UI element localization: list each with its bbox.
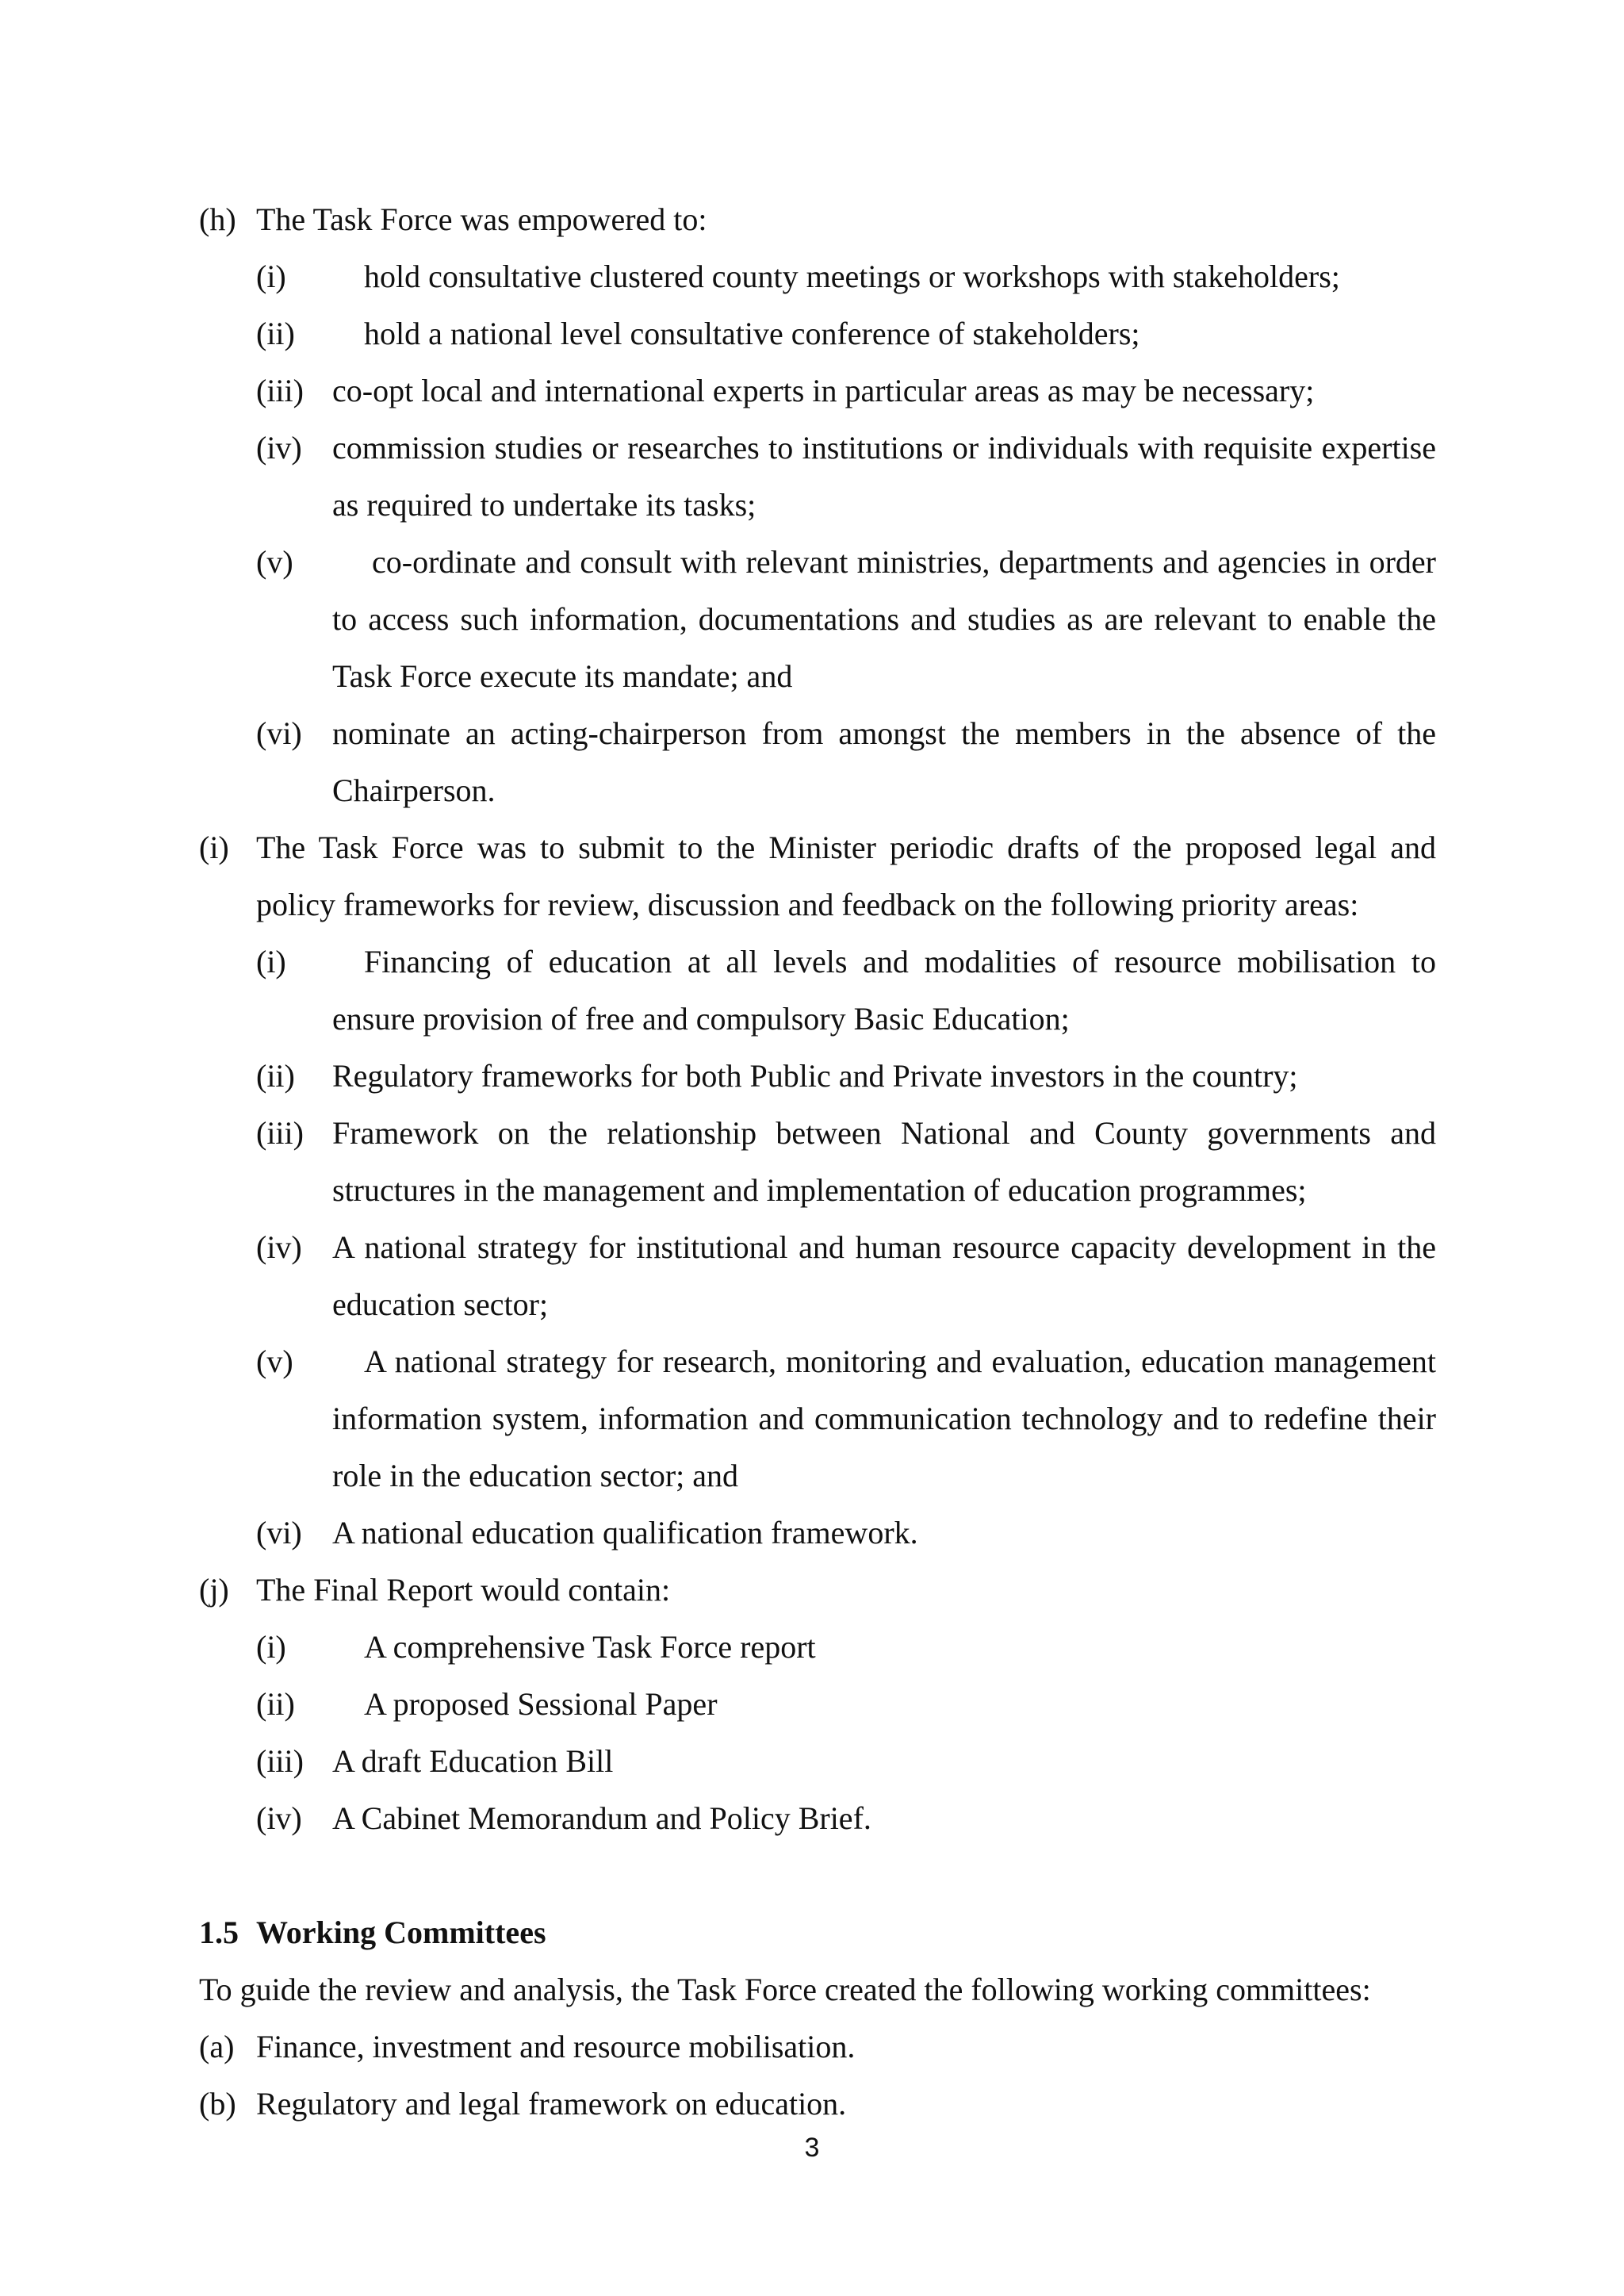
list-item-label: (iv) [256, 1800, 302, 1836]
page-number: 3 [804, 2133, 820, 2163]
list-item-label: (v) [256, 544, 293, 580]
section-h-item-iv [256, 420, 1436, 534]
list-item-text: Regulatory frameworks for both Public and Private investors in the country; [332, 1058, 1298, 1094]
section-j [199, 1562, 1436, 1619]
list-item-text: A national education qualification framework. [332, 1515, 918, 1550]
list-item-label: (iii) [256, 1743, 304, 1779]
list-item-text: co-opt local and international experts in particular areas as may be necessary; [332, 373, 1315, 408]
list-item-label: (v) [256, 1343, 293, 1379]
list-item-text: Regulatory and legal framework on education. [256, 2086, 847, 2122]
section-i-text: The Task Force was to submit to the Minister periodic drafts of the proposed legal and policy frameworks for review, discussion and feedback on the following priority areas: [256, 830, 1436, 922]
list-item-label: (i) [256, 944, 286, 979]
section-h-item-ii [256, 305, 1436, 362]
section-i-item-iii [256, 1105, 1436, 1219]
section-j-item-iv [256, 1790, 1436, 1847]
list-item-text: Finance, investment and resource mobilisation. [256, 2029, 856, 2064]
list-item-text: nominate an acting-chairperson from amongst the members in the absence of the Chairperson. [332, 715, 1436, 808]
list-item-label: (iv) [256, 430, 302, 466]
list-item-text: co-ordinate and consult with relevant ministries, departments and agencies in order to access such information, documentations and studies as are relevant to enable the Task Force execute its mandate; and [332, 544, 1436, 694]
section-i-item-ii [256, 1048, 1436, 1105]
section-h-item-iii [256, 362, 1436, 420]
section-j-item-i [256, 1619, 1436, 1676]
list-item-text: A national strategy for research, monitoring and evaluation, education management information system, information and communication technology and to redefine their role in the education sector; and [332, 1343, 1436, 1493]
list-item-text: A draft Education Bill [332, 1743, 614, 1779]
committees-intro: To guide the review and analysis, the Task Force created the following working committees: [199, 1972, 1371, 2007]
list-item-text: hold consultative clustered county meetings or workshops with stakeholders; [364, 259, 1340, 294]
section-heading [199, 1904, 1436, 1961]
section-h-item-vi [256, 705, 1436, 819]
section-j-item-ii [256, 1676, 1436, 1733]
list-item-label: (i) [256, 1629, 286, 1665]
list-item-label: (ii) [256, 1686, 295, 1722]
list-item-text: A proposed Sessional Paper [364, 1686, 718, 1722]
section-h-item-i [256, 248, 1436, 305]
section-i [199, 819, 1436, 933]
section-i-item-v [256, 1333, 1436, 1504]
section-h-label: (h) [199, 201, 236, 237]
list-item-label: (a) [199, 2029, 235, 2064]
list-item-label: (iii) [256, 1115, 304, 1151]
list-item-text: hold a national level consultative conference of stakeholders; [364, 316, 1140, 351]
section-h [199, 191, 1436, 248]
list-item-label: (vi) [256, 1515, 302, 1550]
list-item-label: (ii) [256, 316, 295, 351]
list-item-label: (iv) [256, 1229, 302, 1265]
list-item-text: A comprehensive Task Force report [364, 1629, 816, 1665]
list-item-text: A national strategy for institutional and human resource capacity development in the education sector; [332, 1229, 1436, 1322]
section-h-item-v [256, 534, 1436, 705]
section-i-item-vi [256, 1504, 1436, 1562]
list-item-label: (vi) [256, 715, 302, 751]
list-item-text: Financing of education at all levels and modalities of resource mobilisation to ensure provision of free and compulsory Basic Education; [332, 944, 1436, 1037]
list-item-text: Framework on the relationship between National and County governments and structures in the management and implementation of education programmes; [332, 1115, 1436, 1208]
section-h-text: The Task Force was empowered to: [256, 201, 707, 237]
section-heading-title: Working Committees [256, 1915, 546, 1950]
list-item-label: (iii) [256, 373, 304, 408]
list-item-label: (i) [256, 259, 286, 294]
list-item-text: commission studies or researches to institutions or individuals with requisite expertise as required to undertake its tasks; [332, 430, 1436, 523]
section-heading-number: 1.5 [199, 1915, 239, 1950]
section-j-label: (j) [199, 1572, 229, 1608]
committee-item-a [199, 2018, 1436, 2076]
committee-item-b [199, 2076, 1436, 2133]
section-j-item-iii [256, 1733, 1436, 1790]
section-i-label: (i) [199, 830, 229, 865]
section-i-item-i [256, 933, 1436, 1048]
list-item-label: (ii) [256, 1058, 295, 1094]
page-content [199, 191, 1436, 2133]
list-item-text: A Cabinet Memorandum and Policy Brief. [332, 1800, 871, 1836]
list-item-label: (b) [199, 2086, 236, 2122]
section-i-item-iv [256, 1219, 1436, 1333]
section-j-text: The Final Report would contain: [256, 1572, 671, 1608]
